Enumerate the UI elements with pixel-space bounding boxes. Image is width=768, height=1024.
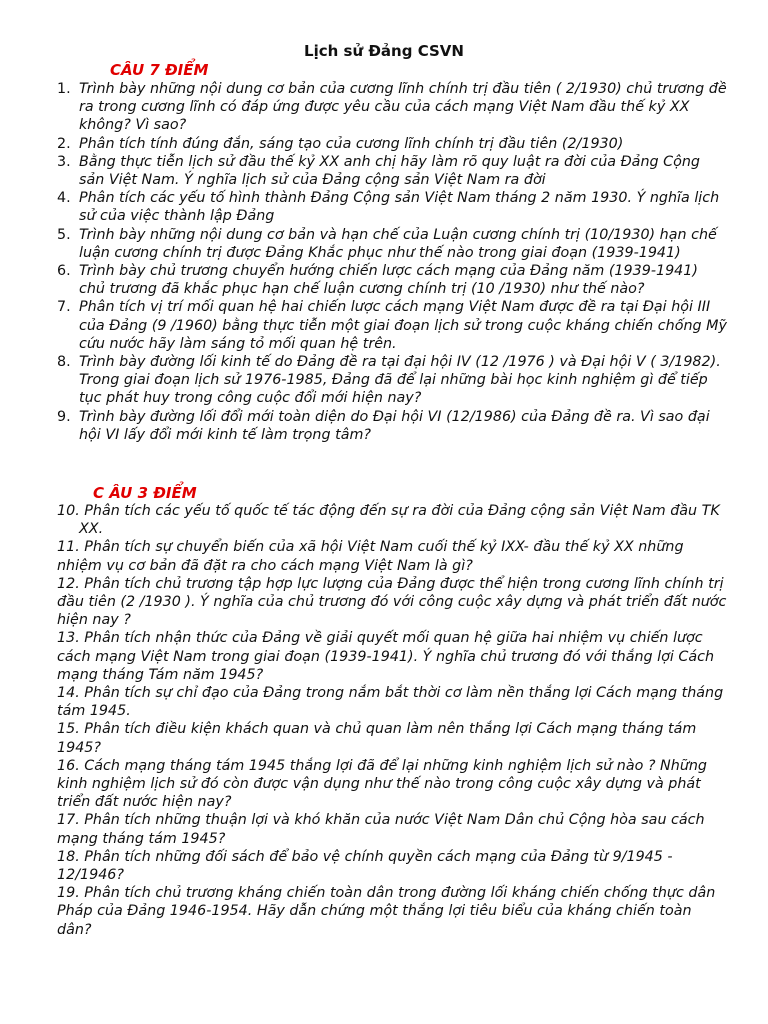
question-number: 8. [57, 354, 71, 371]
question-text: Phân tích tính đúng đắn, sáng tạo của cương lĩnh chính trị đầu tiên (2/1930) [79, 135, 624, 152]
question-text: Trình bày những nội dung cơ bản và hạn chế của Luận cương chính trị (10/1930) hạn chế luận cương chính trị được Đảng Khắc phục như thế nào trong giai đoạn (1939-1941) [79, 226, 717, 261]
question-text: Trình bày chủ trương chuyển hướng chiến lược cách mạng của Đảng năm (1939-1941) chủ trương đã khắc phục hạn chế luận cương chính trị (10 /1930) như thế nào? [79, 263, 698, 298]
question-item: 14. Phân tích sự chỉ đạo của Đảng trong nắm bắt thời cơ làm nền thắng lợi Cách mạng tháng tám 1945. [57, 685, 724, 720]
question-item [57, 153, 727, 189]
question-item: 13. Phân tích nhận thức của Đảng về giải quyết mối quan hệ giữa hai nhiệm vụ chiến lược cách mạng Việt Nam trong giai đoạn (1939-1941). Ý nghĩa chủ trương đó với thắng lợi Cách mạng tháng Tám năm 1945? [57, 630, 715, 683]
section-heading-7-points: CÂU 7 ĐIỂM [110, 61, 209, 79]
section-heading-3-points: C ÂU 3 ĐIỂM [93, 484, 197, 502]
question-number: 5. [57, 226, 71, 243]
question-text: Trình bày những nội dung cơ bản của cương lĩnh chính trị đầu tiên ( 2/1930) chủ trương đề ra trong cương lĩnh có đáp ứng được yêu cầu của cách mạng Việt Nam đầu thế kỷ XX không? Vì sao? [79, 81, 727, 134]
question-item [57, 262, 727, 298]
question-item [57, 353, 727, 408]
question-item [57, 408, 727, 444]
question-number: 4. [57, 190, 71, 207]
question-number: 9. [57, 408, 71, 425]
question-item [57, 80, 727, 135]
question-number: 2. [57, 135, 71, 152]
document-title: Lịch sử Đảng CSVN [304, 42, 464, 60]
question-number: 7. [57, 299, 71, 316]
question-text: Phân tích vị trí mối quan hệ hai chiến lược cách mạng Việt Nam được đề ra tại Đại hội III của Đảng (9 /1960) bằng thực tiễn một giai đoạn lịch sử trong cuộc kháng chiến chống Mỹ cứu nước hãy làm sáng tỏ mối quan hệ trên. [79, 299, 727, 352]
question-item: 12. Phân tích chủ trương tập hợp lực lượng của Đảng được thể hiện trong cương lĩnh chính trị đầu tiên (2 /1930 ). Ý nghĩa của chủ trương đó với công cuộc xây dựng và phát triển đất nước hiện nay ? [57, 575, 727, 629]
question-number: 3. [57, 153, 71, 170]
question-list-7-points [57, 80, 727, 444]
question-item: 16. Cách mạng tháng tám 1945 thắng lợi đã để lại những kinh nghiệm lịch sử nào ? Những kinh nghiệm lịch sử đó còn được vận dụng như thế nào trong công cuộc xây dựng và phát triển đất nước hiện nay? [57, 757, 708, 811]
question-list-3-points [57, 502, 727, 939]
question-item [57, 298, 727, 353]
question-text: Trình bày đường lối kinh tế do Đảng đề ra tại đại hội IV (12 /1976 ) và Đại hội V ( 3/1982). Trong giai đoạn lịch sử 1976-1985, Đảng đã để lại những bài học kinh nghiệm gì để tiếp tục phát huy trong công cuộc đổi mới hiện nay? [79, 354, 721, 407]
question-item [57, 135, 727, 153]
question-item: 10. Phân tích các yếu tố quốc tế tác động đến sự ra đời của Đảng cộng sản Việt Nam đầu TK XX. [57, 503, 720, 538]
question-item [57, 226, 727, 262]
question-text: Phân tích các yếu tố hình thành Đảng Cộng sản Việt Nam tháng 2 năm 1930. Ý nghĩa lịch sử của việc thành lập Đảng [79, 190, 720, 225]
question-text: Trình bày đường lối đổi mới toàn diện do Đại hội VI (12/1986) của Đảng đề ra. Vì sao đại hội VI lấy đổi mới kinh tế làm trọng tâm? [79, 408, 710, 443]
question-item: 18. Phân tích những đối sách để bảo vệ chính quyền cách mạng của Đảng từ 9/1945 - 12/1946? [57, 848, 673, 884]
question-item: 17. Phân tích những thuận lợi và khó khăn của nước Việt Nam Dân chủ Cộng hòa sau cách mạng tháng tám 1945? [57, 812, 705, 847]
question-item: 19. Phân tích chủ trương kháng chiến toàn dân trong đường lối kháng chiến chống thực dân Pháp của Đảng 1946-1954. Hãy dẫn chứng một thắng lợi tiêu biểu của kháng chiến toàn dân? [57, 885, 716, 938]
question-text: Bằng thực tiễn lịch sử đầu thế kỷ XX anh chị hãy làm rõ quy luật ra đời của Đảng Cộng sản Việt Nam. Ý nghĩa lịch sử của Đảng cộng sản Việt Nam ra đời [79, 153, 700, 189]
question-number: 6. [57, 263, 71, 280]
question-item [57, 189, 727, 225]
question-item: 11. Phân tích sự chuyển biến của xã hội Việt Nam cuối thế kỷ IXX- đầu thế kỷ XX những nhiệm vụ cơ bản đã đặt ra cho cách mạng Việt Nam là gì? [57, 539, 684, 574]
question-item: 15. Phân tích điều kiện khách quan và chủ quan làm nên thắng lợi Cách mạng tháng tám 1945? [57, 721, 697, 756]
question-number: 1. [57, 81, 71, 97]
